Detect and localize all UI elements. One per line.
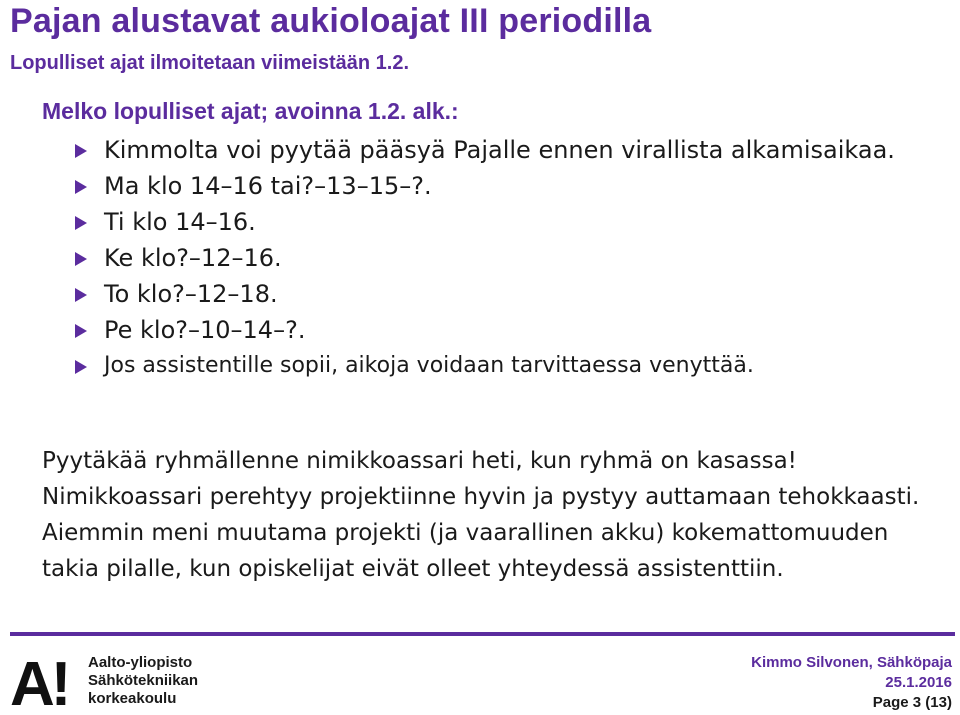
bullet-item [70, 240, 930, 276]
slide-subtitle: Lopulliset ajat ilmoitetaan viimeistään 1.2. [10, 52, 410, 74]
block-heading: Melko lopulliset ajat; avoinna 1.2. alk.: [42, 98, 459, 124]
triangle-bullet-icon [75, 324, 87, 338]
aalto-logo-icon [10, 655, 76, 709]
logo-mark-text: A! [10, 655, 68, 709]
logo-line-school-type: korkeakoulu [88, 690, 177, 707]
triangle-bullet-icon [75, 360, 87, 374]
bullet-list [70, 132, 930, 384]
footer-divider [10, 632, 955, 636]
bullet-text: Ma klo 14–16 tai?–13–15–?. [104, 172, 432, 200]
triangle-bullet-icon [75, 180, 87, 194]
bullet-text: Pe klo?–10–14–?. [104, 316, 306, 344]
bullet-text: Kimmolta voi pyytää pääsyä Pajalle ennen virallista alkamisaikaa. [104, 136, 895, 164]
page-number: Page 3 (13) [872, 694, 952, 711]
logo-line-university: Aalto-yliopisto [88, 654, 193, 671]
bullet-text: To klo?–12–18. [104, 280, 278, 308]
bullet-item [70, 204, 930, 240]
footer-date: 25.1.2016 [885, 674, 952, 691]
footer-author: Kimmo Silvonen, Sähköpaja [751, 654, 952, 671]
triangle-bullet-icon [75, 216, 87, 230]
bullet-item [70, 276, 930, 312]
triangle-bullet-icon [75, 252, 87, 266]
logo-line-school: Sähkötekniikan [88, 672, 199, 689]
triangle-bullet-icon [75, 288, 87, 302]
bullet-item [70, 312, 930, 348]
university-logo-text [88, 654, 198, 708]
bullet-text: Ke klo?–12–16. [104, 244, 282, 272]
bullet-item [70, 168, 930, 204]
bullet-item [70, 132, 930, 168]
slide-title: Pajan alustavat aukioloajat III periodilla [10, 2, 652, 40]
bullet-item [70, 348, 930, 384]
triangle-bullet-icon [75, 144, 87, 158]
footer-meta [751, 653, 952, 713]
body-paragraph: Pyytäkää ryhmällenne nimikkoassari heti, kun ryhmä on kasassa! Nimikkoassari perehtyy projektiinne hyvin ja pystyy auttamaan tehokkaasti. Aiemmin meni muutama projekti (ja vaarallinen akku) kokemattomuuden takia pilalle, kun opiskelijat eivät olleet yhteydessä assistenttiin. [42, 448, 920, 582]
bullet-text: Ti klo 14–16. [104, 208, 256, 236]
bullet-text: Jos assistentille sopii, aikoja voidaan tarvittaessa venyttää. [104, 353, 754, 378]
